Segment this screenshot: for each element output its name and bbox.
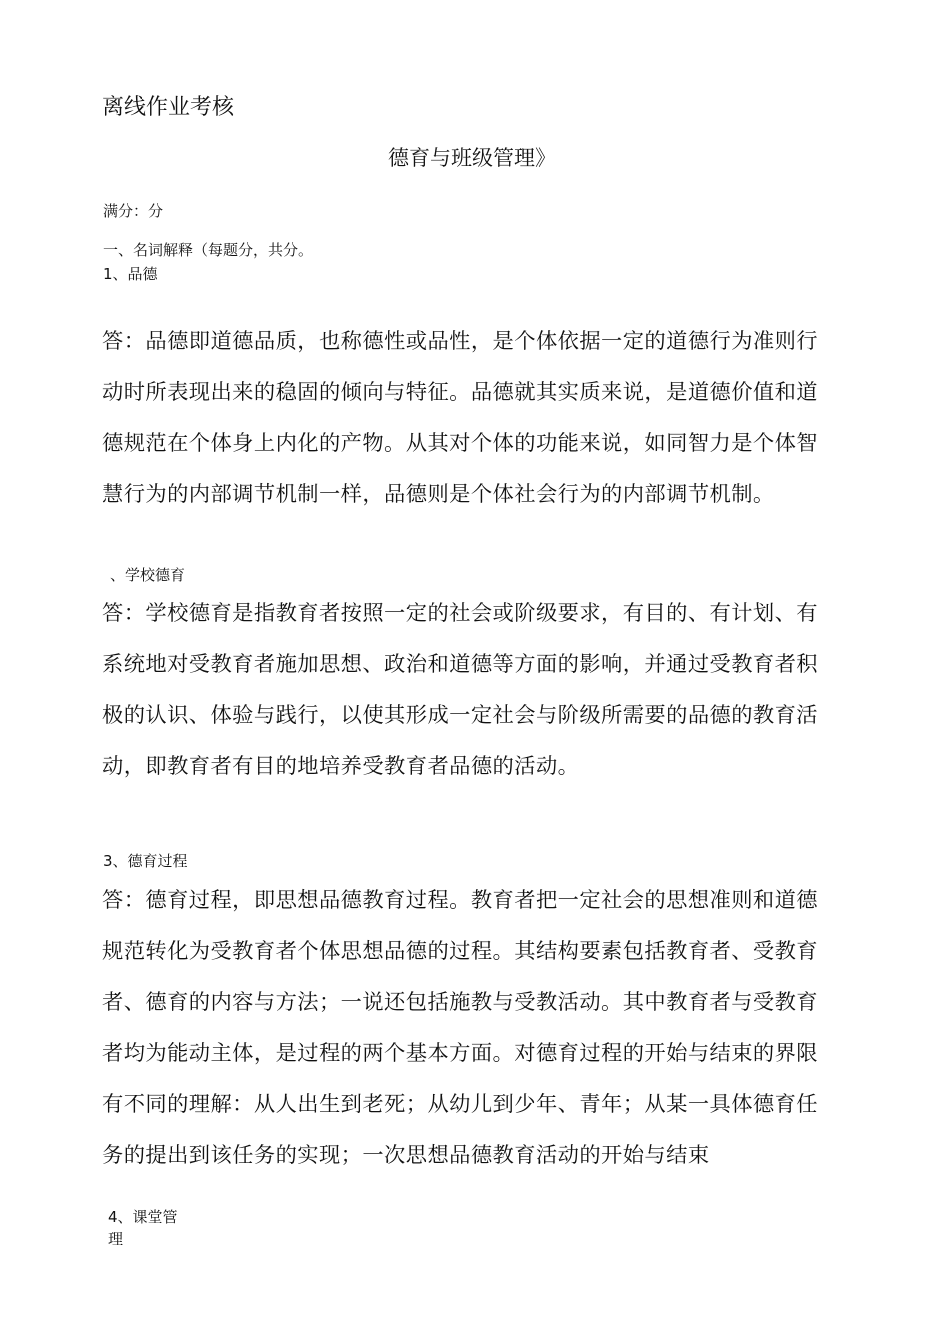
section-heading: 一、名词解释（每题分，共分。 — [103, 241, 314, 259]
answer-1-line: 德规范在个体身上内化的产物。从其对个体的功能来说，如同智力是个体智 — [102, 431, 819, 456]
answer-3 — [102, 875, 862, 1181]
term-4-line: 理 — [108, 1230, 124, 1248]
answer-1 — [102, 316, 862, 520]
score-line: 满分：分 — [103, 202, 164, 220]
answer-2 — [102, 588, 862, 792]
answer-3-line: 务的提出到该任务的实现；一次思想品德教育活动的开始与结束 — [102, 1143, 710, 1168]
term-4-line: 4、课堂管 — [108, 1208, 178, 1226]
answer-3-line: 有不同的理解：从人出生到老死；从幼儿到少年、青年；从某一具体德育任 — [102, 1092, 819, 1117]
answer-2-line: 极的认识、体验与践行，以使其形成一定社会与阶级所需要的品德的教育活 — [102, 703, 819, 728]
course-title: 德育与班级管理》 — [388, 146, 556, 170]
answer-2-line: 答：学校德育是指教育者按照一定的社会或阶级要求，有目的、有计划、有 — [102, 601, 819, 626]
answer-1-line: 慧行为的内部调节机制一样，品德则是个体社会行为的内部调节机制。 — [102, 482, 775, 507]
answer-1-line: 答：品德即道德品质，也称德性或品性，是个体依据一定的道德行为准则行 — [102, 329, 819, 354]
answer-3-line: 者、德育的内容与方法；一说还包括施教与受教活动。其中教育者与受教育 — [102, 990, 819, 1015]
answer-1-line: 动时所表现出来的稳固的倾向与特征。品德就其实质来说，是道德价值和道 — [102, 380, 819, 405]
term-2-heading: 、学校德育 — [110, 566, 186, 584]
answer-3-line: 者均为能动主体，是过程的两个基本方面。对德育过程的开始与结束的界限 — [102, 1041, 819, 1066]
term-3-heading: 3、德育过程 — [103, 852, 188, 870]
answer-3-line: 规范转化为受教育者个体思想品德的过程。其结构要素包括教育者、受教育 — [102, 939, 819, 964]
answer-2-line: 系统地对受教育者施加思想、政治和道德等方面的影响，并通过受教育者积 — [102, 652, 819, 677]
answer-3-line: 答：德育过程，即思想品德教育过程。教育者把一定社会的思想准则和道德 — [102, 888, 819, 913]
term-1-heading: 1、品德 — [103, 265, 158, 283]
term-4-heading — [108, 1206, 178, 1250]
answer-2-line: 动，即教育者有目的地培养受教育者品德的活动。 — [102, 754, 580, 779]
header-title: 离线作业考核 — [102, 95, 235, 120]
